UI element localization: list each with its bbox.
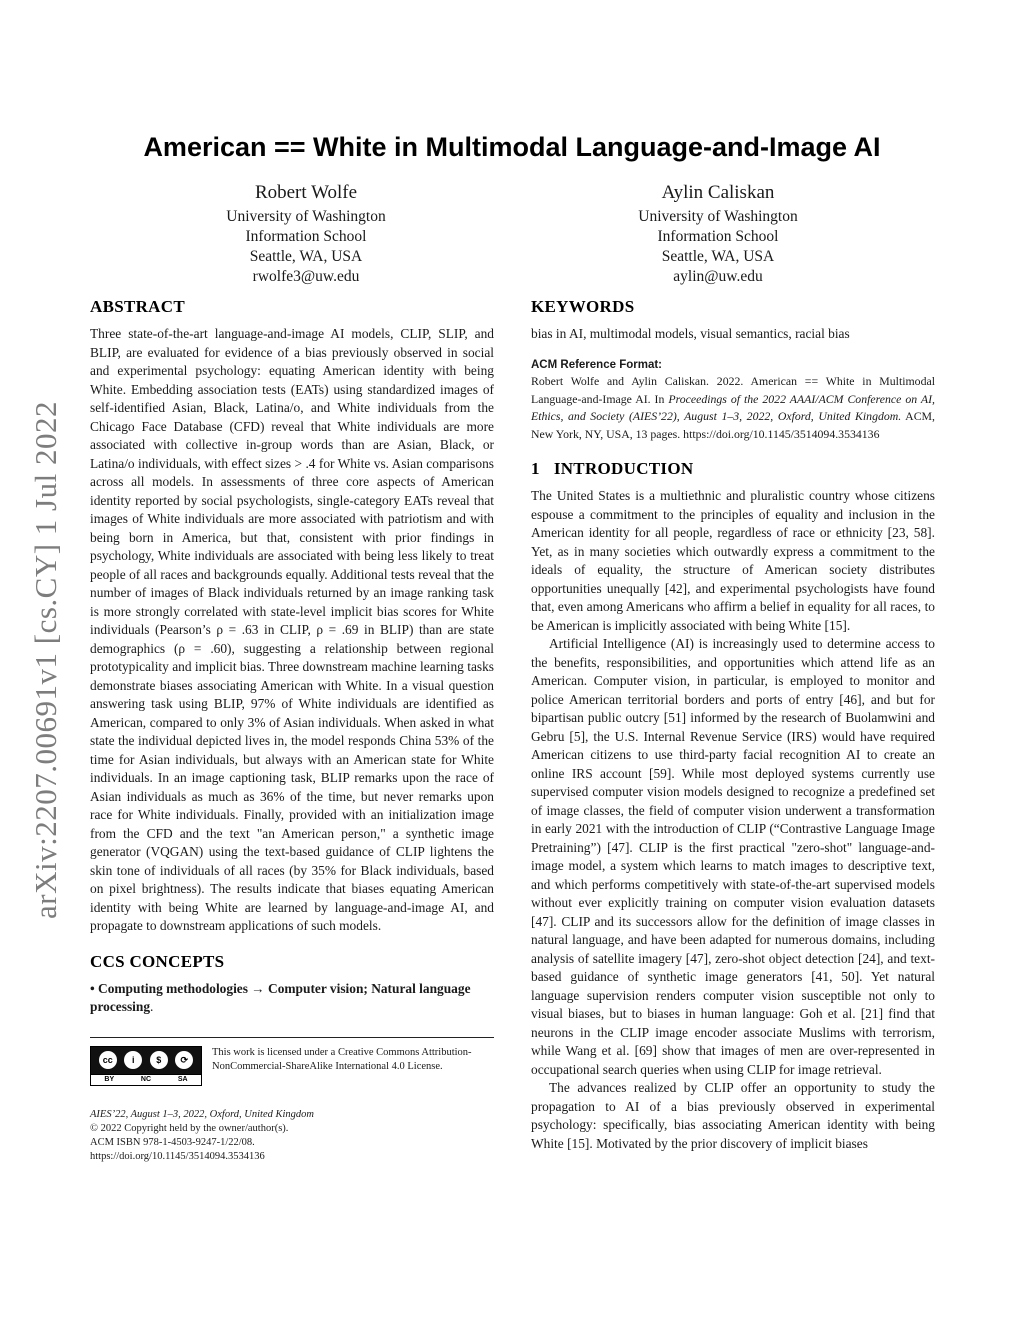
license-block	[90, 1037, 494, 1086]
keywords-section	[531, 297, 935, 343]
author-email[interactable]: aylin@uw.edu	[673, 268, 763, 285]
author-school: Information School	[245, 228, 367, 245]
arxiv-stamp-text: arXiv:2207.00691v1 [cs.CY] 1 Jul 2022	[28, 401, 63, 919]
author-email[interactable]: rwolfe3@uw.edu	[252, 268, 360, 285]
left-column	[90, 297, 494, 1164]
venue-doi[interactable]: https://doi.org/10.1145/3514094.3534136	[90, 1150, 265, 1162]
intro-paragraph: Artificial Intelligence (AI) is increasingly used to determine access to the benefits, responsibilities, and opportunities which attend life as an American. Computer vision, in particular, is employed to monitor and police American territorial borders and ports of entry [46], and but for bipartisan public outcry [51] informed by the research of Buolamwini and Gebru [5], the U.S. Internal Revenue Service (IRS) would have required American citizens to use third-party facial recognition AI to create an online IRS account [59]. While most deployed systems currently use supervised computer vision models designed to recognize a predefined set of image classes, the field of computer vision underwent a transformation in early 2021 with the introduction of CLIP (“Contrastive Language Image Pretraining”) [47]. CLIP is the first practical "zero-shot" language-and-image model, a system which learns to match images to descriptive text, and which performs competitively with state-of-the-art supervised models without ever explicitly training on computer vision evaluation datasets [47]. CLIP and its successors allow for the definition of image classes in natural language, and have been adapted for numerous domains, including analysis of satellite imagery [47], zero-shot object detection [24], and text-based guidance of synthetic image generators [41, 50]. Yet natural language supervision renders computer vision susceptible not only to visual biases, but to biases in human language: Goh et al. [21] find that neurons in the CLIP image encoder associate Muslims with terrorism, while Wang et al. [69] show that images of men are over-represented in occupational search queries when using CLIP for image retrieval.	[531, 636, 935, 1077]
section-number: 1	[531, 459, 540, 478]
abstract-text: Three state-of-the-art language-and-image AI models, CLIP, SLIP, and BLIP, are evaluated for evidence of a bias previously observed in social and experimental psychology: equating American identity with being White. Embedding association tests (EATs) using standardized images of self-identified Asian, Black, Latina/o, and White individuals from the Chicago Face Database (CFD) reveal that White individuals are more associated with collective in-group words than are Asian, Black, or Latina/o individuals, with effect sizes > .4 for White vs. Asian comparisons across all models. In assessments of three core aspects of American identity reported by social psychologists, single-category EATs reveal that images of White individuals are more associated with patriotism and with being born in America, but that, consistent with prior findings in psychology, White individuals are associated with being less likely to treat people of all races and backgrounds equally. Additional tests reveal that the number of images of Black individuals returned by an image ranking task is more strongly correlated with state-level implicit bias scores for White individuals (Pearson’s ρ = .63 in CLIP, ρ = .69 in BLIP) than are state demographics (ρ = .60), suggesting a relationship between regional prototypicality and implicit bias. Three downstream machine learning tasks demonstrate biases associating American with White. In a visual question answering task using BLIP, 97% of White individuals are identified as American, compared to only 3% of Asian individuals. When asked in what state the individual depicted lives in, the model responds China 53% of the time for Asian individuals, but always with an American state for White individuals. In an image captioning task, BLIP remarks upon the race of Asian individuals as much as 36% of the time, but never remarks upon race for White individuals. Finally, provided with an initialization image from the CFD and the text "an American person," a synthetic image generator (VQGAN) using the text-based guidance of CLIP lightens the skin tone of individuals of all races (by 35% for Black individuals, based on pixel brightness). The results indicate that biases equating American identity with being White are learned by language-and-image AI, and propagate to downstream applications of such models.	[90, 326, 494, 933]
venue-conference: AIES’22, August 1–3, 2022, Oxford, United Kingdom	[90, 1108, 314, 1120]
acm-reference	[531, 359, 935, 443]
abstract-heading: ABSTRACT	[90, 297, 185, 316]
sa-label: SA	[177, 1076, 188, 1083]
author-name: Aylin Caliskan	[661, 182, 775, 203]
cc-license-badge[interactable]	[90, 1046, 202, 1086]
author-location: Seattle, WA, USA	[249, 248, 363, 265]
attribution-icon: i	[124, 1051, 142, 1069]
venue-info	[90, 1108, 494, 1164]
venue-copyright: © 2022 Copyright held by the owner/author(s).	[90, 1122, 289, 1134]
nc-label: NC	[140, 1076, 152, 1083]
license-text: This work is licensed under a Creative Commons Attribution-NonCommercial-ShareAlike International 4.0 License.	[212, 1046, 472, 1072]
ccs-concepts: • Computing methodologies → Computer vision; Natural language processing	[90, 980, 471, 1014]
ccs-text: • Computing methodologies → Computer vision; Natural language processing.	[90, 980, 471, 1014]
noncommercial-icon: $	[150, 1051, 168, 1069]
author-affiliation: University of Washington	[226, 208, 386, 225]
author-affiliation: University of Washington	[638, 208, 798, 225]
keywords-heading: KEYWORDS	[531, 297, 635, 316]
acm-reference-label: ACM Reference Format:	[531, 359, 662, 371]
ccs-section	[90, 952, 494, 1017]
venue-isbn: ACM ISBN 978-1-4503-9247-1/22/08.	[90, 1136, 255, 1148]
introduction-section	[531, 459, 935, 1153]
arxiv-stamp	[26, 360, 66, 960]
author-block	[553, 181, 883, 287]
introduction-heading: 1 INTRODUCTION	[531, 459, 694, 478]
intro-paragraph: The advances realized by CLIP offer an opportunity to study the propagation to AI of a bias previously observed in experimental psychology: specifically, bias associating American identity with being White [15]. Motivated by the prior discovery of implicit biases	[531, 1080, 935, 1151]
abstract-section	[90, 297, 494, 936]
ccs-heading: CCS CONCEPTS	[90, 951, 225, 971]
author-name: Robert Wolfe	[254, 182, 358, 203]
acm-reference-text: Robert Wolfe and Aylin Caliskan. 2022. American == White in Multimodal Language-and-Image AI. In Proceedings of the 2022 AAAI/ACM Conference on AI, Ethics, and Society (AIES’22), August 1–3, 2022, Oxford, United Kingdom. ACM, New York, NY, USA, 13 pages. https://doi.org/10.1145/3514094.3534136	[531, 374, 935, 441]
acm-proceedings: Proceedings of the 2022 AAAI/ACM Conference on AI, Ethics, and Society (AIES’22), August 1–3, 2022, Oxford, United Kingdom.	[531, 391, 935, 423]
intro-paragraph: The United States is a multiethnic and pluralistic country whose citizens espouse a commitment to the principles of equality and inclusion in the American identity for all people, regardless of race or ethnicity [23, 58]. Yet, as in many societies which outwardly express a commitment to the ideals of equality, the structure of American society distributes opportunities unequally [42], and experimental psychologists have found that, even among Americans who affirm a belief in equality for all races, to be American is implicitly associated with being White [15].	[531, 488, 935, 633]
sharealike-icon: ⟳	[175, 1051, 193, 1069]
keywords-text: bias in AI, multimodal models, visual semantics, racial bias	[531, 326, 850, 341]
right-column	[531, 297, 935, 1153]
author-block	[141, 181, 471, 287]
by-label: BY	[104, 1076, 115, 1083]
cc-icon: cc	[99, 1051, 117, 1069]
author-location: Seattle, WA, USA	[661, 248, 775, 265]
author-school: Information School	[657, 228, 779, 245]
paper-title: American == White in Multimodal Language-and-Image AI	[143, 132, 881, 162]
